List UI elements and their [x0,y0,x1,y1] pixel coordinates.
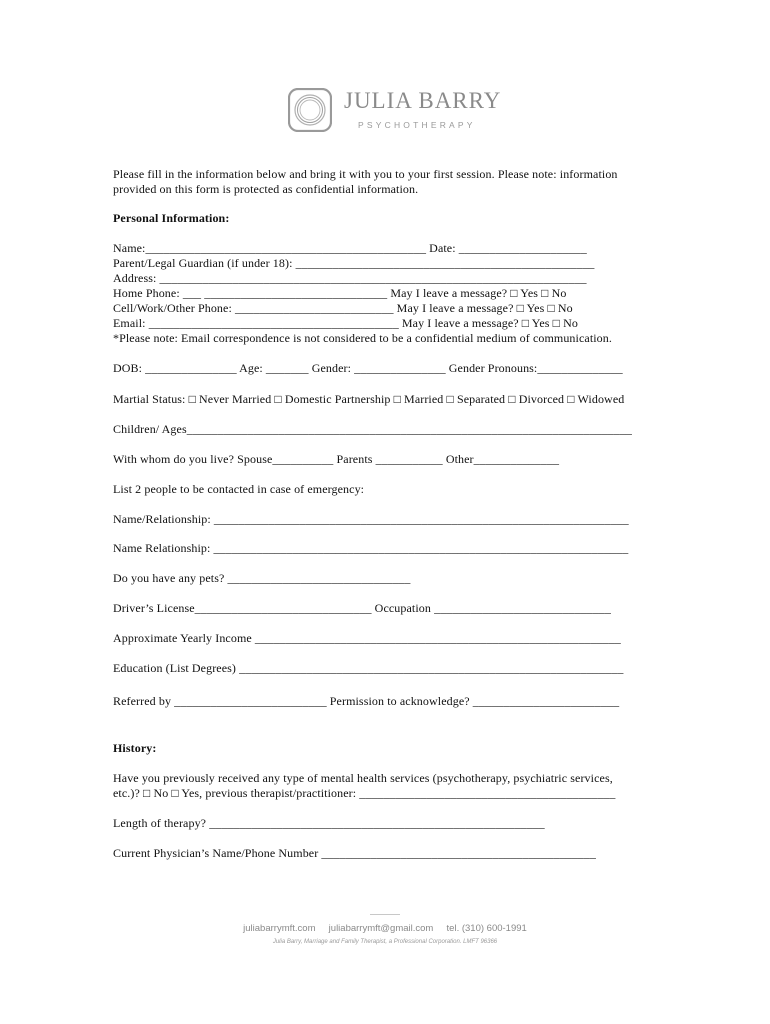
name-date-field[interactable]: Name:______________________________________________ Date: _____________________ [113,241,587,255]
children-ages-field[interactable]: Children/ Ages_________________________________________________________________________ [113,422,633,436]
logo [288,88,508,136]
physician-field[interactable]: Current Physician’s Name/Phone Number _____________________________________________ [113,846,596,860]
education-field[interactable]: Education (List Degrees) _______________________________________________________________ [113,661,624,675]
personal-info-heading: Personal Information: [113,211,230,225]
guardian-field[interactable]: Parent/Legal Guardian (if under 18): _________________________________________________ [113,256,595,270]
footer-divider [370,914,400,915]
home-phone-field[interactable]: Home Phone: ___ ______________________________ May I leave a message? □ Yes □ No [113,286,567,300]
emergency-contacts-intro: List 2 people to be contacted in case of emergency: [113,482,365,496]
pets-field[interactable]: Do you have any pets? ______________________________ [113,571,411,585]
referred-by-field[interactable]: Referred by _________________________ Permission to acknowledge? ________________________ [113,694,620,708]
dob-age-gender-field[interactable]: DOB: _______________ Age: _______ Gender: _______________ Gender Pronouns:______________ [113,361,623,375]
emergency-contact-2-field[interactable]: Name Relationship: ____________________________________________________________________ [113,541,629,555]
income-field[interactable]: Approximate Yearly Income ____________________________________________________________ [113,631,621,645]
intro-line-1: Please fill in the information below and bring it with you to your first session. Please note: information [113,167,618,181]
intro-line-2: provided on this form is protected as confidential information. [113,182,419,196]
email-field[interactable]: Email: _________________________________________ May I leave a message? □ Yes □ No [113,316,578,330]
address-field[interactable]: Address: ______________________________________________________________________ [113,271,587,285]
emergency-contact-1-field[interactable]: Name/Relationship: ____________________________________________________________________ [113,512,629,526]
previous-services-line-1: Have you previously received any type of mental health services (psychotherapy, psychiatric services, [113,771,613,785]
marital-status-field[interactable]: Martial Status: □ Never Married □ Domestic Partnership □ Married □ Separated □ Divorced □ Widowed [113,392,625,406]
logo-tagline: PSYCHOTHERAPY [358,120,476,130]
history-heading: History: [113,741,157,755]
therapy-length-field[interactable]: Length of therapy? _______________________________________________________ [113,816,545,830]
previous-services-field[interactable]: etc.)? □ No □ Yes, previous therapist/practitioner: __________________________________________ [113,786,616,800]
cell-phone-field[interactable]: Cell/Work/Other Phone: __________________________ May I leave a message? □ Yes □ No [113,301,573,315]
logo-name: JULIA BARRY [344,88,502,113]
footer-fine-print: Julia Barry, Marriage and Family Therapist, a Professional Corporation. LMFT 96366 [272,939,498,945]
email-confidentiality-note: *Please note: Email correspondence is not considered to be a confidential medium of communication. [113,331,612,345]
license-occupation-field[interactable]: Driver’s License_____________________________ Occupation _____________________________ [113,601,611,615]
footer-contact: juliabarrymft.com juliabarrymft@gmail.com tel. (310) 600-1991 [243,923,527,934]
logo-mark-icon [288,88,332,132]
live-with-field[interactable]: With whom do you live? Spouse__________ Parents ___________ Other______________ [113,452,560,466]
